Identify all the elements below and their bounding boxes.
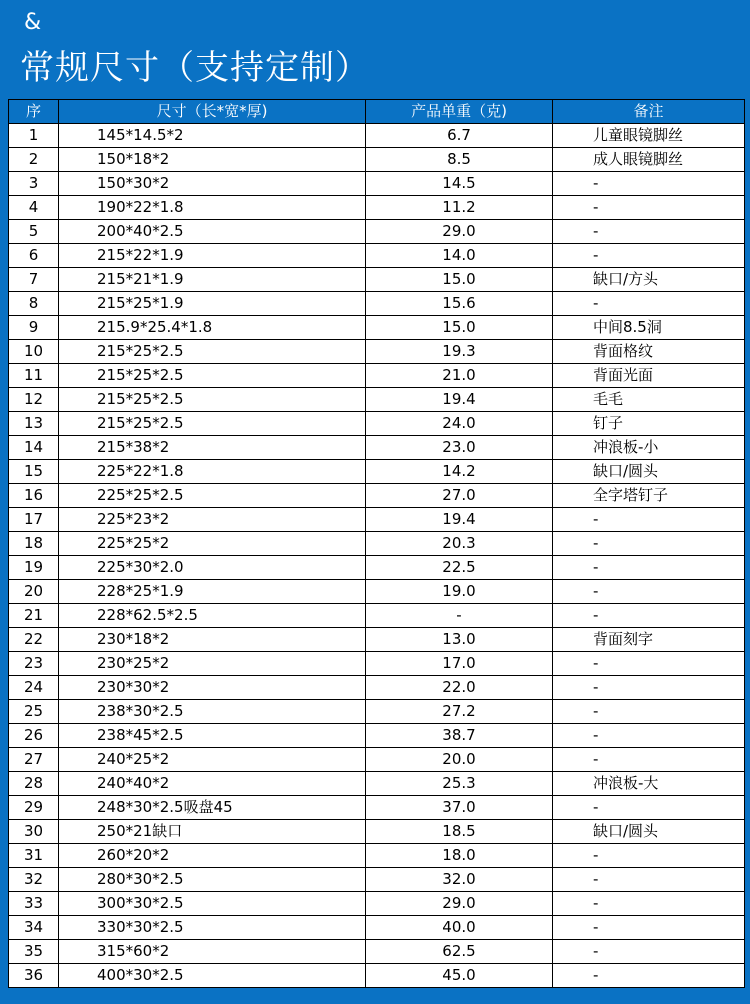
row-index: 20: [9, 580, 59, 604]
size-cell: 250*21缺口: [59, 820, 366, 844]
table-row: [9, 292, 745, 316]
note-cell: -: [553, 292, 745, 316]
row-index: 24: [9, 676, 59, 700]
size-cell: 330*30*2.5: [59, 916, 366, 940]
note-cell: -: [553, 724, 745, 748]
size-cell: 225*25*2: [59, 532, 366, 556]
weight-cell: 25.3: [366, 772, 553, 796]
table-row: [9, 268, 745, 292]
size-cell: 238*30*2.5: [59, 700, 366, 724]
table-row: [9, 388, 745, 412]
size-cell: 225*22*1.8: [59, 460, 366, 484]
weight-cell: 62.5: [366, 940, 553, 964]
note-cell: 儿童眼镜脚丝: [553, 124, 745, 148]
note-cell: 背面格纹: [553, 340, 745, 364]
table-row: [9, 124, 745, 148]
note-cell: -: [553, 916, 745, 940]
table-row: [9, 556, 745, 580]
weight-cell: 37.0: [366, 796, 553, 820]
row-index: 4: [9, 196, 59, 220]
row-index: 29: [9, 796, 59, 820]
weight-cell: 21.0: [366, 364, 553, 388]
row-index: 17: [9, 508, 59, 532]
row-index: 14: [9, 436, 59, 460]
row-index: 13: [9, 412, 59, 436]
row-index: 18: [9, 532, 59, 556]
note-cell: -: [553, 844, 745, 868]
table-row: [9, 484, 745, 508]
note-cell: 背面光面: [553, 364, 745, 388]
weight-cell: 23.0: [366, 436, 553, 460]
weight-cell: 19.4: [366, 508, 553, 532]
column-header-index: 序: [9, 100, 59, 124]
row-index: 19: [9, 556, 59, 580]
weight-cell: 45.0: [366, 964, 553, 988]
row-index: 27: [9, 748, 59, 772]
table-row: [9, 676, 745, 700]
table-row: [9, 820, 745, 844]
row-index: 26: [9, 724, 59, 748]
table-row: [9, 748, 745, 772]
size-cell: 190*22*1.8: [59, 196, 366, 220]
size-cell: 240*25*2: [59, 748, 366, 772]
row-index: 11: [9, 364, 59, 388]
size-table: [8, 99, 745, 988]
row-index: 32: [9, 868, 59, 892]
size-cell: 215*25*1.9: [59, 292, 366, 316]
table-row: [9, 724, 745, 748]
size-cell: 215.9*25.4*1.8: [59, 316, 366, 340]
row-index: 23: [9, 652, 59, 676]
weight-cell: 27.0: [366, 484, 553, 508]
weight-cell: 40.0: [366, 916, 553, 940]
size-cell: 225*25*2.5: [59, 484, 366, 508]
size-cell: 225*23*2: [59, 508, 366, 532]
weight-cell: 18.5: [366, 820, 553, 844]
table-row: [9, 652, 745, 676]
weight-cell: 17.0: [366, 652, 553, 676]
size-cell: 248*30*2.5吸盘45: [59, 796, 366, 820]
note-cell: 毛毛: [553, 388, 745, 412]
table-row: [9, 364, 745, 388]
weight-cell: 24.0: [366, 412, 553, 436]
row-index: 5: [9, 220, 59, 244]
note-cell: 缺口/圆头: [553, 820, 745, 844]
table-row: [9, 604, 745, 628]
note-cell: -: [553, 196, 745, 220]
weight-cell: 14.2: [366, 460, 553, 484]
weight-cell: 11.2: [366, 196, 553, 220]
row-index: 6: [9, 244, 59, 268]
weight-cell: 32.0: [366, 868, 553, 892]
row-index: 9: [9, 316, 59, 340]
size-cell: 215*38*2: [59, 436, 366, 460]
size-cell: 280*30*2.5: [59, 868, 366, 892]
note-cell: -: [553, 748, 745, 772]
table-row: [9, 244, 745, 268]
size-cell: 215*22*1.9: [59, 244, 366, 268]
note-cell: -: [553, 940, 745, 964]
note-cell: 全字塔钉子: [553, 484, 745, 508]
row-index: 2: [9, 148, 59, 172]
page-title: 常规尺寸（支持定制）: [20, 48, 370, 88]
weight-cell: 14.0: [366, 244, 553, 268]
table-row: [9, 460, 745, 484]
table-row: [9, 220, 745, 244]
note-cell: -: [553, 172, 745, 196]
note-cell: -: [553, 796, 745, 820]
table-row: [9, 844, 745, 868]
note-cell: 冲浪板-大: [553, 772, 745, 796]
size-cell: 230*18*2: [59, 628, 366, 652]
weight-cell: 20.3: [366, 532, 553, 556]
note-cell: 冲浪板-小: [553, 436, 745, 460]
note-cell: 成人眼镜脚丝: [553, 148, 745, 172]
weight-cell: 15.6: [366, 292, 553, 316]
note-cell: -: [553, 892, 745, 916]
row-index: 16: [9, 484, 59, 508]
weight-cell: 15.0: [366, 268, 553, 292]
weight-cell: 13.0: [366, 628, 553, 652]
table-row: [9, 892, 745, 916]
weight-cell: 14.5: [366, 172, 553, 196]
size-cell: 260*20*2: [59, 844, 366, 868]
row-index: 1: [9, 124, 59, 148]
weight-cell: 22.0: [366, 676, 553, 700]
size-cell: 400*30*2.5: [59, 964, 366, 988]
row-index: 22: [9, 628, 59, 652]
row-index: 7: [9, 268, 59, 292]
table-row: [9, 508, 745, 532]
weight-cell: 20.0: [366, 748, 553, 772]
table-row: [9, 436, 745, 460]
table-row: [9, 532, 745, 556]
table-header-row: [9, 100, 745, 124]
note-cell: -: [553, 508, 745, 532]
size-cell: 225*30*2.0: [59, 556, 366, 580]
note-cell: -: [553, 676, 745, 700]
weight-cell: 29.0: [366, 220, 553, 244]
table-row: [9, 316, 745, 340]
weight-cell: -: [366, 604, 553, 628]
ampersand-symbol: &: [24, 10, 42, 35]
size-cell: 228*62.5*2.5: [59, 604, 366, 628]
row-index: 31: [9, 844, 59, 868]
size-cell: 315*60*2: [59, 940, 366, 964]
size-cell: 228*25*1.9: [59, 580, 366, 604]
row-index: 12: [9, 388, 59, 412]
table-row: [9, 628, 745, 652]
note-cell: -: [553, 604, 745, 628]
size-cell: 145*14.5*2: [59, 124, 366, 148]
note-cell: 缺口/圆头: [553, 460, 745, 484]
table-row: [9, 772, 745, 796]
weight-cell: 27.2: [366, 700, 553, 724]
note-cell: -: [553, 868, 745, 892]
size-cell: 215*25*2.5: [59, 364, 366, 388]
note-cell: -: [553, 964, 745, 988]
row-index: 36: [9, 964, 59, 988]
row-index: 25: [9, 700, 59, 724]
size-cell: 230*30*2: [59, 676, 366, 700]
table-row: [9, 868, 745, 892]
note-cell: 钉子: [553, 412, 745, 436]
table-row: [9, 700, 745, 724]
row-index: 28: [9, 772, 59, 796]
table-row: [9, 964, 745, 988]
table-row: [9, 580, 745, 604]
note-cell: -: [553, 652, 745, 676]
table-row: [9, 796, 745, 820]
weight-cell: 15.0: [366, 316, 553, 340]
row-index: 34: [9, 916, 59, 940]
row-index: 33: [9, 892, 59, 916]
size-cell: 150*30*2: [59, 172, 366, 196]
size-cell: 215*25*2.5: [59, 340, 366, 364]
weight-cell: 19.3: [366, 340, 553, 364]
row-index: 8: [9, 292, 59, 316]
table-body: [9, 124, 745, 988]
size-cell: 215*21*1.9: [59, 268, 366, 292]
size-cell: 300*30*2.5: [59, 892, 366, 916]
row-index: 3: [9, 172, 59, 196]
weight-cell: 19.4: [366, 388, 553, 412]
table-row: [9, 412, 745, 436]
note-cell: 中间8.5洞: [553, 316, 745, 340]
note-cell: 背面刻字: [553, 628, 745, 652]
weight-cell: 22.5: [366, 556, 553, 580]
note-cell: -: [553, 244, 745, 268]
note-cell: -: [553, 580, 745, 604]
weight-cell: 18.0: [366, 844, 553, 868]
row-index: 30: [9, 820, 59, 844]
weight-cell: 38.7: [366, 724, 553, 748]
note-cell: -: [553, 532, 745, 556]
table-row: [9, 940, 745, 964]
row-index: 35: [9, 940, 59, 964]
size-cell: 200*40*2.5: [59, 220, 366, 244]
row-index: 10: [9, 340, 59, 364]
size-cell: 230*25*2: [59, 652, 366, 676]
size-cell: 238*45*2.5: [59, 724, 366, 748]
size-cell: 240*40*2: [59, 772, 366, 796]
note-cell: -: [553, 220, 745, 244]
size-cell: 215*25*2.5: [59, 412, 366, 436]
column-header-size: 尺寸（长*宽*厚): [59, 100, 366, 124]
weight-cell: 19.0: [366, 580, 553, 604]
note-cell: -: [553, 556, 745, 580]
note-cell: 缺口/方头: [553, 268, 745, 292]
table-row: [9, 196, 745, 220]
column-header-note: 备注: [553, 100, 745, 124]
size-table-panel: [8, 99, 744, 988]
table-row: [9, 148, 745, 172]
table-row: [9, 172, 745, 196]
row-index: 21: [9, 604, 59, 628]
table-row: [9, 916, 745, 940]
table-row: [9, 340, 745, 364]
size-cell: 150*18*2: [59, 148, 366, 172]
note-cell: -: [553, 700, 745, 724]
row-index: 15: [9, 460, 59, 484]
weight-cell: 8.5: [366, 148, 553, 172]
size-cell: 215*25*2.5: [59, 388, 366, 412]
column-header-weight: 产品单重（克): [366, 100, 553, 124]
weight-cell: 6.7: [366, 124, 553, 148]
weight-cell: 29.0: [366, 892, 553, 916]
